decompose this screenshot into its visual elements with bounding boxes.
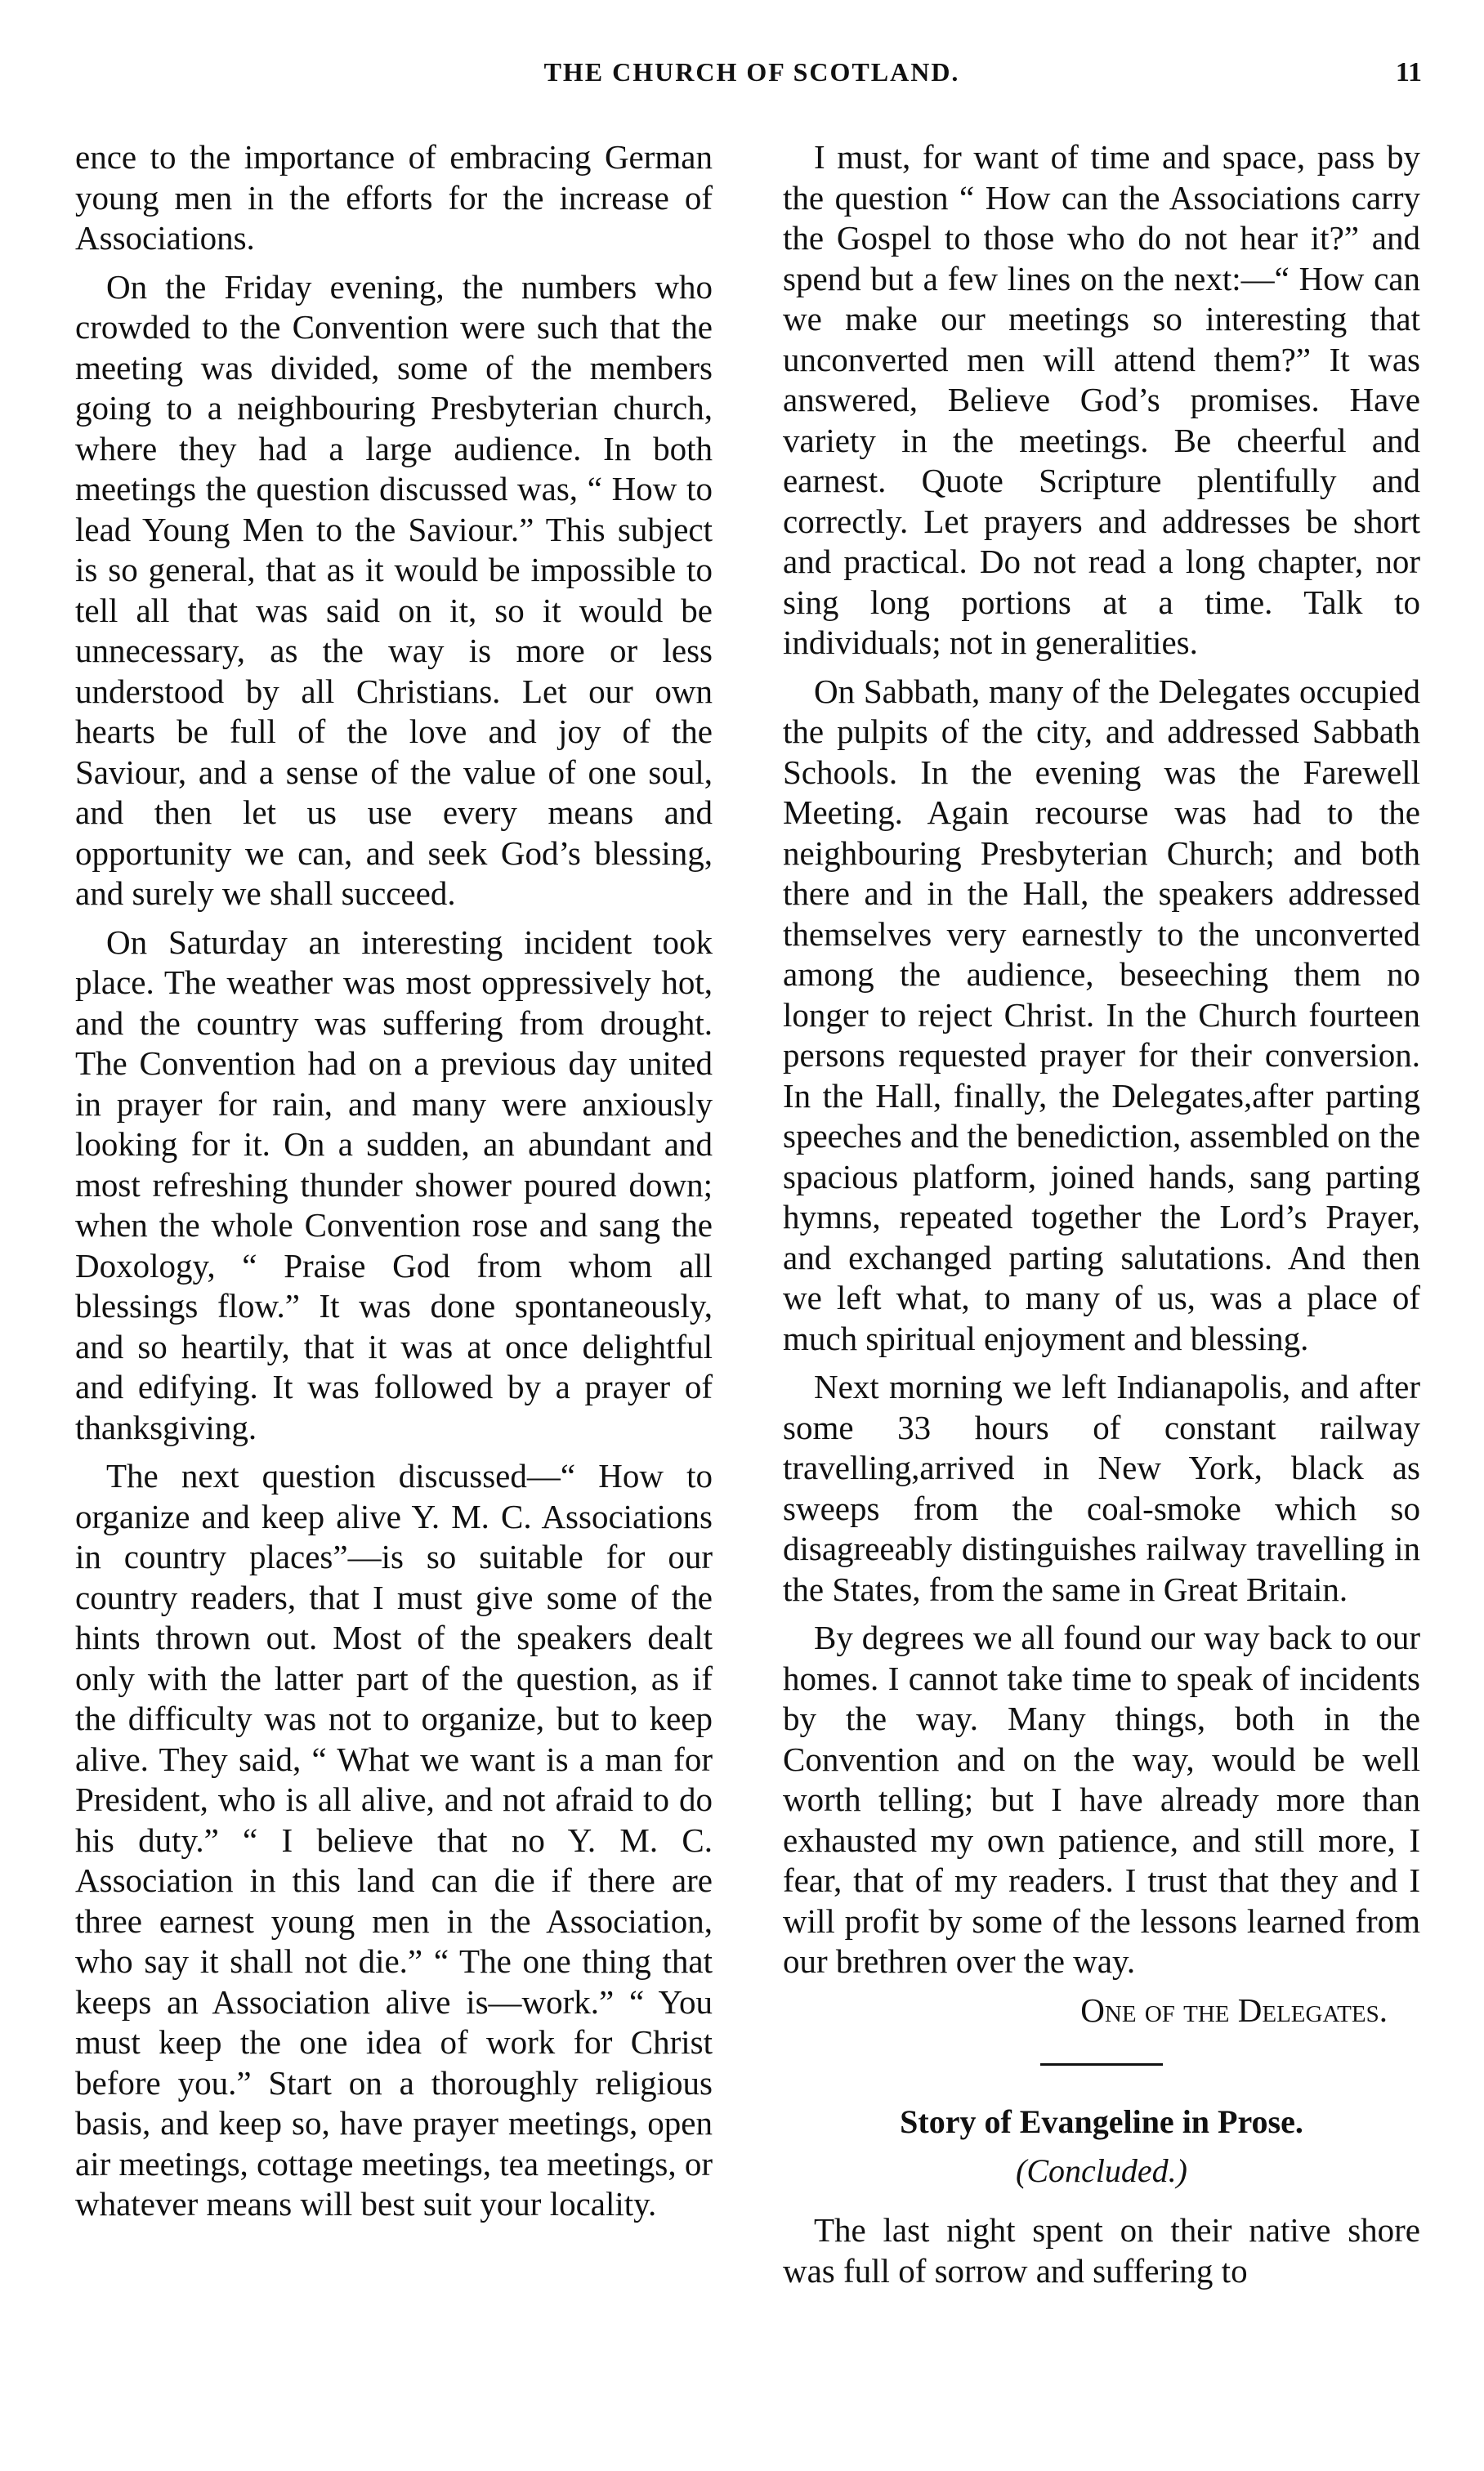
paragraph: The next question discussed—“ How to organize and keep alive Y. M. C. Associations in country places”—is so suitable for our country readers, that I must give some of the hints thrown out. Most of the speakers dealt only with the latter part of the question, as if the difficulty was not to organize, but to keep alive. They said, “ What we want is a man for President, who is all alive, and not afraid to do his duty.” “ I believe that no Y. M. C. Association in this land can die if there are three earnest young men in the Association, who say it shall not die.” “ The one thing that keeps an Association alive is—work.” “ You must keep the one idea of work for Christ before you.” Start on a thoroughly religious basis, and keep so, have prayer meetings, open air meetings, cottage meetings, tea meetings, or whatever means will best suit your locality. [75, 1457, 713, 2223]
story-title: Story of Evangeline in Prose. [900, 2103, 1303, 2140]
signature: One of the Delegates. [1080, 1991, 1388, 2029]
left-column [75, 137, 713, 2233]
paragraph: On Sabbath, many of the Delegates occupied the pulpits of the city, and addressed Sabbath Schools. In the evening was the Farewell Meeting. Again recourse was had to the neighbouring Presbyterian Church; and both there and in the Hall, the speakers addressed themselves very earnestly to the unconverted among the audience, beseeching them no longer to reject Christ. In the Church fourteen persons requested prayer for their conversion. In the Hall, finally, the Delegates,after parting speeches and the benediction, assembled on the spacious platform, joined hands, sang parting hymns, repeated together the Lord’s Prayer, and exchanged parting salutations. And then we left what, to many of us, was a place of much spiritual enjoyment and blessing. [783, 672, 1420, 1357]
running-title: THE CHURCH OF SCOTLAND. [543, 57, 960, 87]
paragraph: On the Friday evening, the numbers who crowded to the Convention were such that the meeting was divided, some of the members going to a neighbouring Presbyterian church, where they had a large audience. In both meetings the question discussed was, “ How to lead Young Men to the Saviour.” This subject is so general, that as it would be impossible to tell all that was said on it, so it would be unnecessary, as the way is more or less understood by all Christians. Let our own hearts be full of the love and joy of the Saviour, and a sense of the value of one soul, and then let us use every means and opportunity we can, and seek God’s blessing, and surely we shall succeed. [75, 267, 713, 912]
page-number: 11 [1395, 57, 1422, 87]
story-opening-paragraph: The last night spent on their native shore was full of sorrow and suffering to [783, 2211, 1420, 2290]
page-header [82, 57, 1422, 98]
paragraph: Next morning we left Indianapolis, and after some 33 hours of constant railway travelling,arrived in New York, black as sweeps from the coal-smoke which so disagreeably distinguishes railway travelling in the States, from the same in Great Britain. [783, 1368, 1420, 1608]
section-divider [1040, 2063, 1163, 2066]
paragraph: By degrees we all found our way back to our homes. I cannot take time to speak of incidents by the way. Many things, both in the Convention and on the way, would be well worth telling; but I have already more than exhausted my own patience, and still more, I fear, that of my readers. I trust that they and I will profit by some of the lessons learned from our brethren over the way. [783, 1619, 1420, 1980]
story-subtitle: (Concluded.) [1016, 2152, 1187, 2189]
right-column [783, 137, 1420, 2299]
paragraph: ence to the importance of embracing German young men in the efforts for the increase of Associations. [75, 138, 713, 257]
paragraph: On Saturday an interesting incident took place. The weather was most oppressively hot, and the country was suffering from drought. The Convention had on a previous day united in prayer for rain, and many were anxiously looking for it. On a sudden, an abundant and most refreshing thunder shower poured down; when the whole Convention rose and sang the Doxology, “ Praise God from whom all blessings flow.” It was done spontaneously, and so heartily, that it was at once delightful and edifying. It was followed by a prayer of thanksgiving. [75, 923, 713, 1446]
paragraph: I must, for want of time and space, pass by the question “ How can the Associations carry the Gospel to those who do not hear it?” and spend but a few lines on the next:—“ How can we make our meetings so interesting that unconverted men will attend them?” It was answered, Believe God’s promises. Have variety in the meetings. Be cheerful and earnest. Quote Scripture plentifully and correctly. Let prayers and addresses be short and practical. Do not read a long chapter, nor sing long portions at a time. Talk to individuals; not in generalities. [783, 138, 1420, 661]
